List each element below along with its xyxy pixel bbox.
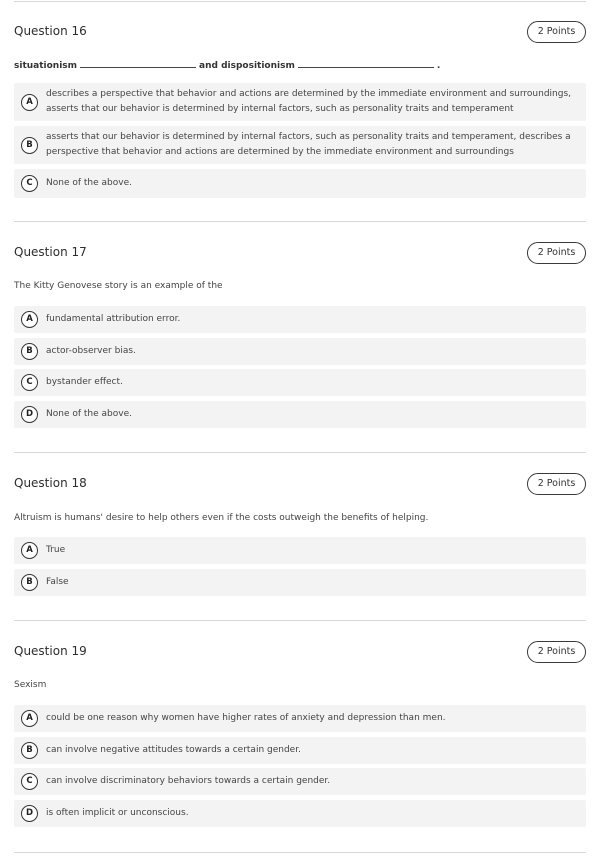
option-a[interactable] — [14, 306, 586, 333]
option-letter: C — [21, 374, 38, 391]
option-label: True — [46, 545, 66, 555]
question-header — [14, 641, 586, 665]
question-prompt — [14, 60, 440, 71]
option-label: asserts that our behavior is determined by internal factors, such as personality traits and temperament, describes a perspective that behavior and actions are determined by the immediate environment and surroundings — [46, 132, 571, 157]
option-letter: B — [21, 742, 38, 759]
option-letter: C — [21, 175, 38, 192]
option-label: could be one reason why women have higher rates of anxiety and depression than men. — [46, 713, 446, 723]
blank-1 — [80, 60, 196, 68]
divider — [14, 620, 586, 621]
divider — [14, 452, 586, 453]
option-letter: A — [21, 311, 38, 328]
question-17 — [14, 242, 586, 419]
question-18 — [14, 473, 586, 587]
option-label: actor-observer bias. — [46, 346, 136, 356]
option-letter: D — [21, 805, 38, 822]
option-d[interactable] — [14, 401, 586, 428]
option-letter: A — [21, 710, 38, 727]
question-title: Question 16 — [14, 24, 87, 38]
question-prompt: The Kitty Genovese story is an example of the — [14, 281, 223, 291]
option-a[interactable] — [14, 705, 586, 732]
option-letter: B — [21, 137, 38, 154]
option-label: fundamental attribution error. — [46, 314, 181, 324]
question-title: Question 19 — [14, 644, 87, 658]
option-b[interactable] — [14, 338, 586, 365]
question-header — [14, 21, 586, 45]
option-c[interactable] — [14, 768, 586, 795]
option-b[interactable] — [14, 737, 586, 764]
question-19 — [14, 641, 586, 818]
divider — [14, 852, 586, 853]
points-badge: 2 Points — [527, 242, 586, 264]
option-letter: B — [21, 343, 38, 360]
option-label: is often implicit or unconscious. — [46, 808, 189, 818]
question-prompt: Altruism is humans' desire to help others even if the costs outweigh the benefits of helping. — [14, 513, 429, 523]
points-badge: 2 Points — [527, 641, 586, 663]
question-header — [14, 473, 586, 497]
option-label: False — [46, 577, 69, 587]
option-label: bystander effect. — [46, 377, 123, 387]
option-c[interactable] — [14, 169, 586, 198]
divider — [14, 221, 586, 222]
blank-2 — [298, 60, 434, 68]
option-label: can involve negative attitudes towards a certain gender. — [46, 745, 301, 755]
question-title: Question 17 — [14, 245, 87, 259]
prompt-end: . — [436, 61, 441, 71]
prompt-part-2: and dispositionism — [199, 61, 295, 71]
option-a[interactable] — [14, 537, 586, 564]
points-badge: 2 Points — [527, 473, 586, 495]
option-label: can involve discriminatory behaviors towards a certain gender. — [46, 776, 331, 786]
option-letter: C — [21, 773, 38, 790]
option-b[interactable] — [14, 126, 586, 164]
question-header — [14, 242, 586, 266]
option-label: None of the above. — [46, 409, 132, 419]
option-letter: A — [21, 542, 38, 559]
question-title: Question 18 — [14, 476, 87, 490]
option-a[interactable] — [14, 83, 586, 121]
option-label: describes a perspective that behavior and actions are determined by the immediate environment and surroundings, asserts that our behavior is determined by internal factors, such as personality traits and temperament — [46, 89, 572, 114]
question-16 — [14, 21, 586, 188]
option-b[interactable] — [14, 569, 586, 596]
option-letter: D — [21, 406, 38, 423]
question-prompt: Sexism — [14, 680, 47, 690]
divider — [14, 1, 586, 2]
prompt-part-1: situationism — [14, 61, 78, 71]
option-c[interactable] — [14, 369, 586, 396]
option-letter: A — [21, 94, 38, 111]
option-letter: B — [21, 574, 38, 591]
option-label: None of the above. — [46, 178, 132, 188]
option-d[interactable] — [14, 800, 586, 827]
points-badge: 2 Points — [527, 21, 586, 43]
